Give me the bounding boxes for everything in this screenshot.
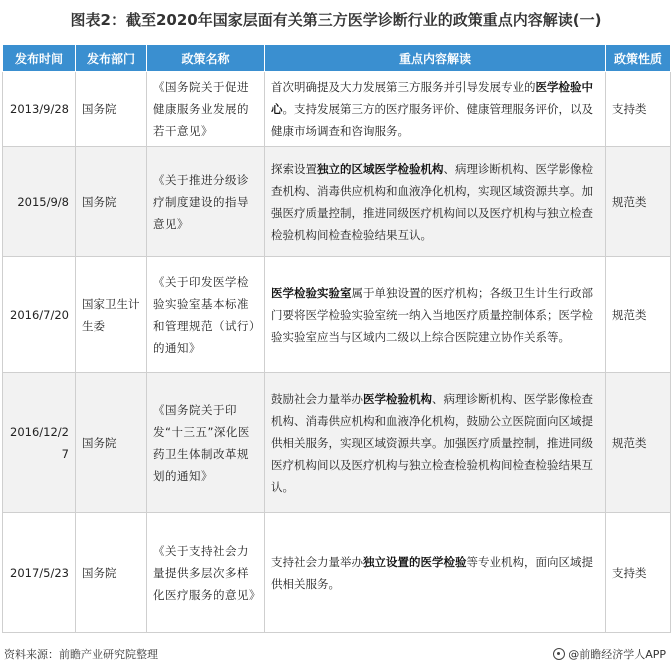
cell-policy-name: 《国务院关于印发“十三五”深化医药卫生体制改革规划的通知》: [147, 373, 265, 513]
content-text: 首次明确提及大力发展第三方服务并引导发展专业的: [271, 80, 536, 94]
chart-title: 图表2：截至2020年国家层面有关第三方医学诊断行业的政策重点内容解读(一): [70, 11, 602, 29]
highlight-text: 独立设置的医学检验: [363, 554, 467, 569]
cell-key-content: [265, 373, 606, 513]
table-row: [3, 147, 671, 257]
header-policy-nature: 政策性质: [606, 45, 671, 72]
table-row: [3, 257, 671, 373]
cell-date: 2017/5/23: [3, 513, 76, 633]
cell-policy-nature: 规范类: [606, 373, 671, 513]
cell-key-content: [265, 257, 606, 373]
credit-note: [553, 646, 666, 662]
cell-policy-name: 《国务院关于促进健康服务业发展的若干意见》: [147, 72, 265, 147]
cell-key-content: [265, 513, 606, 633]
content-text: 。支持发展第三方的医疗服务评价、健康管理服务评价，以及健康市场调查和咨询服务。: [271, 102, 593, 138]
content-text: 探索设置: [271, 161, 317, 176]
credit-text: @前瞻经济学人APP: [568, 648, 666, 661]
highlight-text: 医学检验实验室: [271, 285, 352, 300]
cell-dept: 国务院: [76, 373, 147, 513]
cell-policy-name: 《关于推进分级诊疗制度建设的指导意见》: [147, 147, 265, 257]
table-row: [3, 373, 671, 513]
header-dept: 发布部门: [76, 45, 147, 72]
content-text: 、病理诊断机构、医学影像检查机构、消毒供应机构和血液净化机构，鼓励公立医院面向区域提供相关服务，实现区域资源共享。加强医疗质量控制，推进同级医疗机构间以及医疗机构与独立检查检验机构间检查检验结果互认。: [271, 391, 593, 494]
cell-policy-nature: 支持类: [606, 513, 671, 633]
cell-dept: 国务院: [76, 147, 147, 257]
policy-table: [2, 44, 671, 633]
header-key-content: 重点内容解读: [265, 45, 606, 72]
highlight-text: 医学检验机构: [363, 391, 432, 406]
cell-policy-name: 《关于印发医学检验实验室基本标准和管理规范（试行）的通知》: [147, 257, 265, 373]
cell-date: 2015/9/8: [3, 147, 76, 257]
eye-logo-icon: [553, 648, 565, 660]
cell-policy-nature: 规范类: [606, 147, 671, 257]
cell-date: 2013/9/28: [3, 72, 76, 147]
content-text: 支持社会力量举办: [271, 554, 363, 569]
table-header-row: [3, 45, 671, 72]
header-date: 发布时间: [3, 45, 76, 72]
highlight-text: 独立的区域医学检验机构: [317, 161, 444, 176]
content-text: 鼓励社会力量举办: [271, 391, 363, 406]
source-note: 资料来源：前瞻产业研究院整理: [4, 648, 158, 661]
cell-policy-nature: 支持类: [606, 72, 671, 147]
cell-dept: 国家卫生计生委: [76, 257, 147, 373]
cell-dept: 国务院: [76, 72, 147, 147]
content-text: 、病理诊断机构、医学影像检查机构、消毒供应机构和血液净化机构，实现区域资源共享。加强医疗质量控制，推进同级医疗机构间以及医疗机构与独立检查检验机构间检查检验结果互认。: [271, 161, 593, 242]
content-text: 等专业机构，面向区域提供相关服务。: [271, 554, 593, 591]
content-text: 属于单独设置的医疗机构；各级卫生计生行政部门要将医学检验实验室统一纳入当地医疗质量控制体系；医学检验实验室应当与区域内二级以上综合医院建立协作关系等。: [271, 285, 593, 344]
cell-key-content: [265, 147, 606, 257]
highlight-text: 医学检验中心: [271, 80, 593, 116]
cell-key-content: [265, 72, 606, 147]
table-row: [3, 72, 671, 147]
cell-date: 2016/12/27: [3, 373, 76, 513]
cell-policy-name: 《关于支持社会力量提供多层次多样化医疗服务的意见》: [147, 513, 265, 633]
cell-date: 2016/7/20: [3, 257, 76, 373]
cell-dept: 国务院: [76, 513, 147, 633]
header-policy-name: 政策名称: [147, 45, 265, 72]
cell-policy-nature: 规范类: [606, 257, 671, 373]
table-row: [3, 513, 671, 633]
